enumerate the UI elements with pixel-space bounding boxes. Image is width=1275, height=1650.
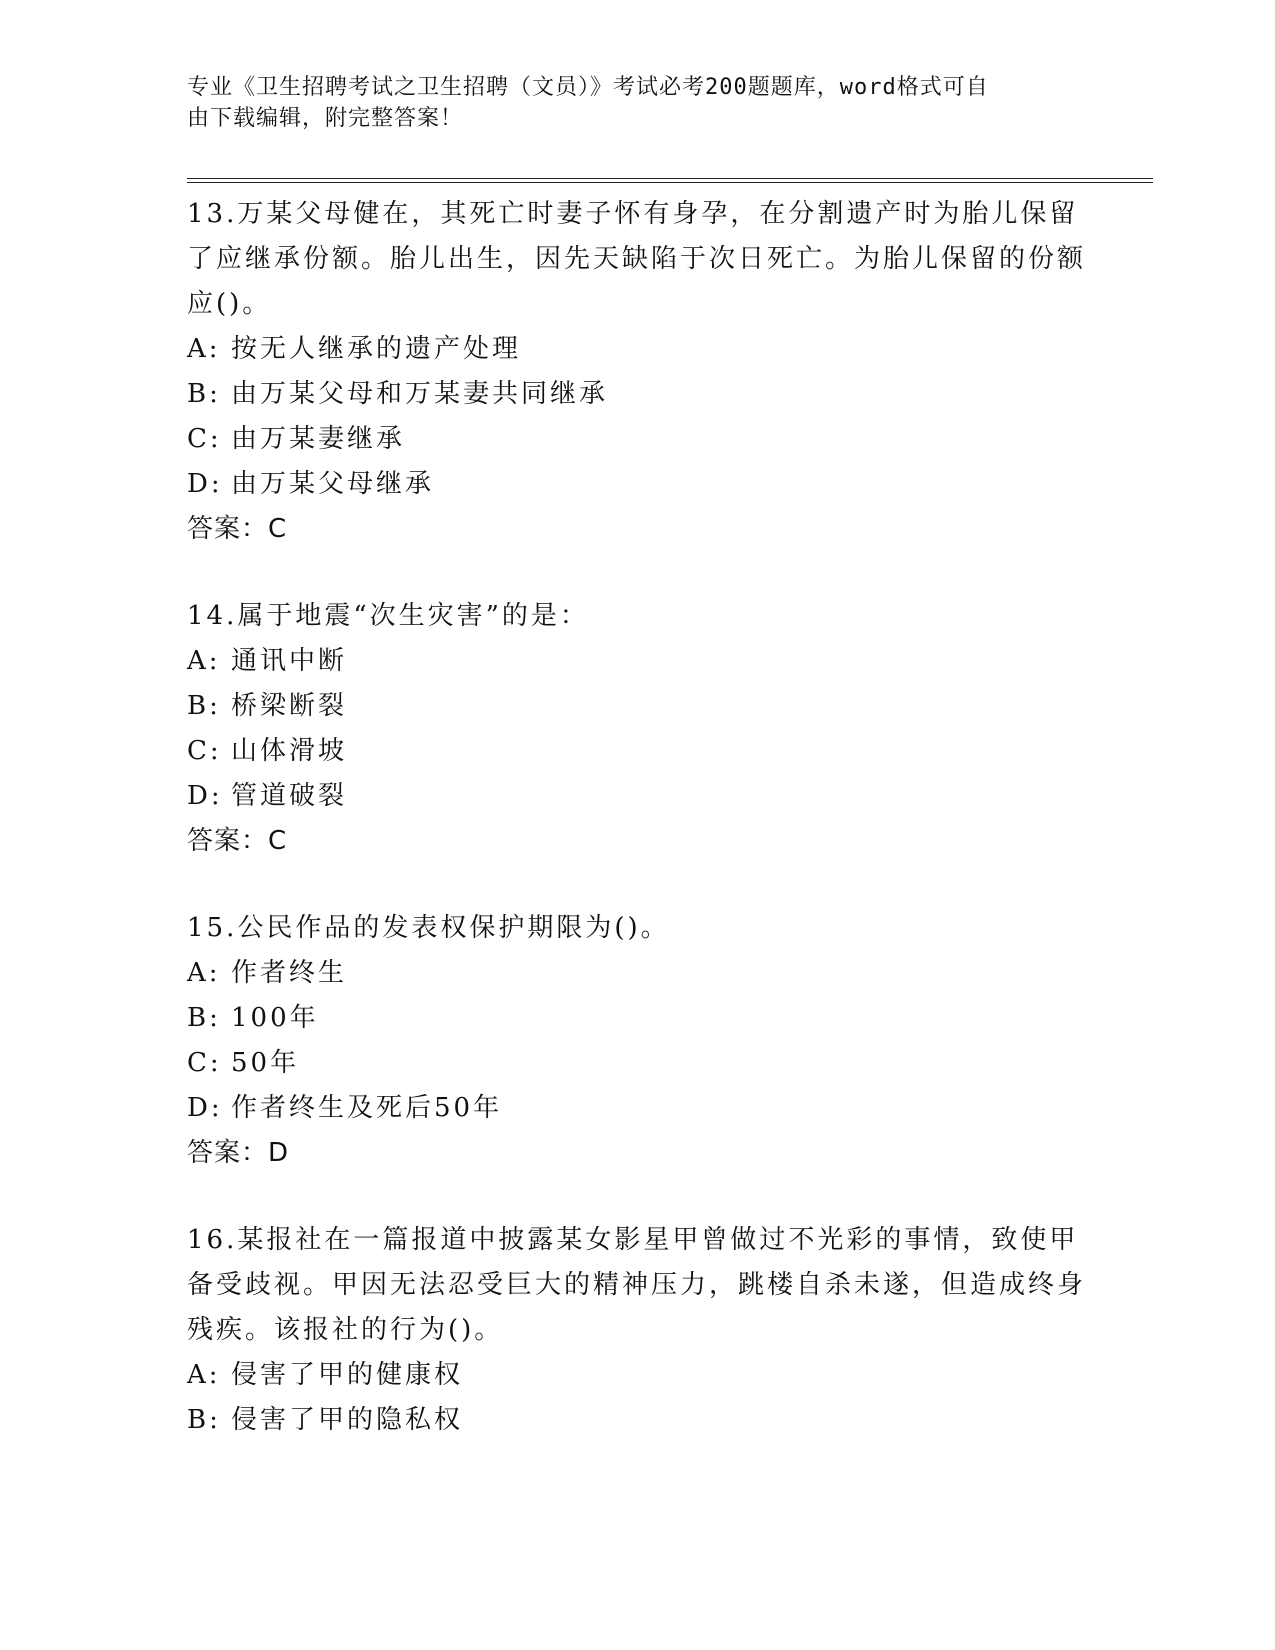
option-key: B: <box>187 691 221 721</box>
option-c <box>187 729 1087 774</box>
option-key: B: <box>187 1405 221 1435</box>
option-text: 桥梁断裂 <box>231 691 348 721</box>
option-a <box>187 1353 1087 1398</box>
option-text: 由万某父母和万某妻共同继承 <box>231 379 609 409</box>
option-key: C: <box>187 736 222 766</box>
document-header <box>187 72 1087 134</box>
question-15 <box>187 902 1087 1176</box>
option-text: 管道破裂 <box>231 781 348 811</box>
option-b <box>187 684 1087 729</box>
option-b <box>187 1398 1087 1443</box>
option-key: D: <box>187 1093 223 1123</box>
option-text: 50年 <box>231 1048 300 1078</box>
option-text: 侵害了甲的健康权 <box>231 1360 464 1390</box>
question-16 <box>187 1214 1087 1443</box>
option-text: 按无人继承的遗产处理 <box>231 334 522 364</box>
question-stem: 16.某报社在一篇报道中披露某女影星甲曾做过不光彩的事情，致使甲备受歧视。甲因无法忍受巨大的精神压力，跳楼自杀未遂，但造成终身残疾。该报社的行为()。 <box>187 1225 1087 1345</box>
option-text: 山体滑坡 <box>231 736 348 766</box>
option-b <box>187 996 1087 1041</box>
option-key: B: <box>187 379 221 409</box>
question-list <box>187 188 1087 1481</box>
answer-line: 答案：D <box>187 1138 290 1168</box>
option-key: C: <box>187 1048 222 1078</box>
answer-line: 答案：C <box>187 514 288 544</box>
option-a <box>187 639 1087 684</box>
option-a <box>187 327 1087 372</box>
option-d <box>187 774 1087 819</box>
option-key: A: <box>187 1360 221 1390</box>
header-divider-top <box>187 178 1153 179</box>
option-c <box>187 1041 1087 1086</box>
header-line-1: 专业《卫生招聘考试之卫生招聘（文员）》考试必考200题题库，word格式可自 <box>187 75 989 100</box>
question-stem: 13.万某父母健在，其死亡时妻子怀有身孕，在分割遗产时为胎儿保留了应继承份额。胎儿出生，因先天缺陷于次日死亡。为胎儿保留的份额应()。 <box>187 199 1087 319</box>
option-text: 作者终生 <box>231 958 348 988</box>
option-key: C: <box>187 424 222 454</box>
option-key: A: <box>187 334 221 364</box>
option-key: A: <box>187 646 221 676</box>
answer-line: 答案：C <box>187 826 288 856</box>
option-b <box>187 372 1087 417</box>
option-key: B: <box>187 1003 221 1033</box>
question-stem: 15.公民作品的发表权保护期限为()。 <box>187 913 670 943</box>
option-text: 由万某妻继承 <box>231 424 406 454</box>
header-line-2: 由下载编辑，附完整答案！ <box>187 106 464 131</box>
option-text: 侵害了甲的隐私权 <box>231 1405 464 1435</box>
option-text: 100年 <box>231 1003 319 1033</box>
option-a <box>187 951 1087 996</box>
question-14 <box>187 590 1087 864</box>
option-text: 作者终生及死后50年 <box>231 1093 503 1123</box>
option-key: A: <box>187 958 221 988</box>
option-text: 由万某父母继承 <box>231 469 435 499</box>
option-key: D: <box>187 781 223 811</box>
header-divider-bottom <box>187 182 1153 183</box>
question-stem: 14.属于地震“次生灾害”的是： <box>187 601 589 631</box>
option-text: 通讯中断 <box>231 646 348 676</box>
option-key: D: <box>187 469 223 499</box>
option-c <box>187 417 1087 462</box>
question-13 <box>187 188 1087 552</box>
option-d <box>187 462 1087 507</box>
option-d <box>187 1086 1087 1131</box>
